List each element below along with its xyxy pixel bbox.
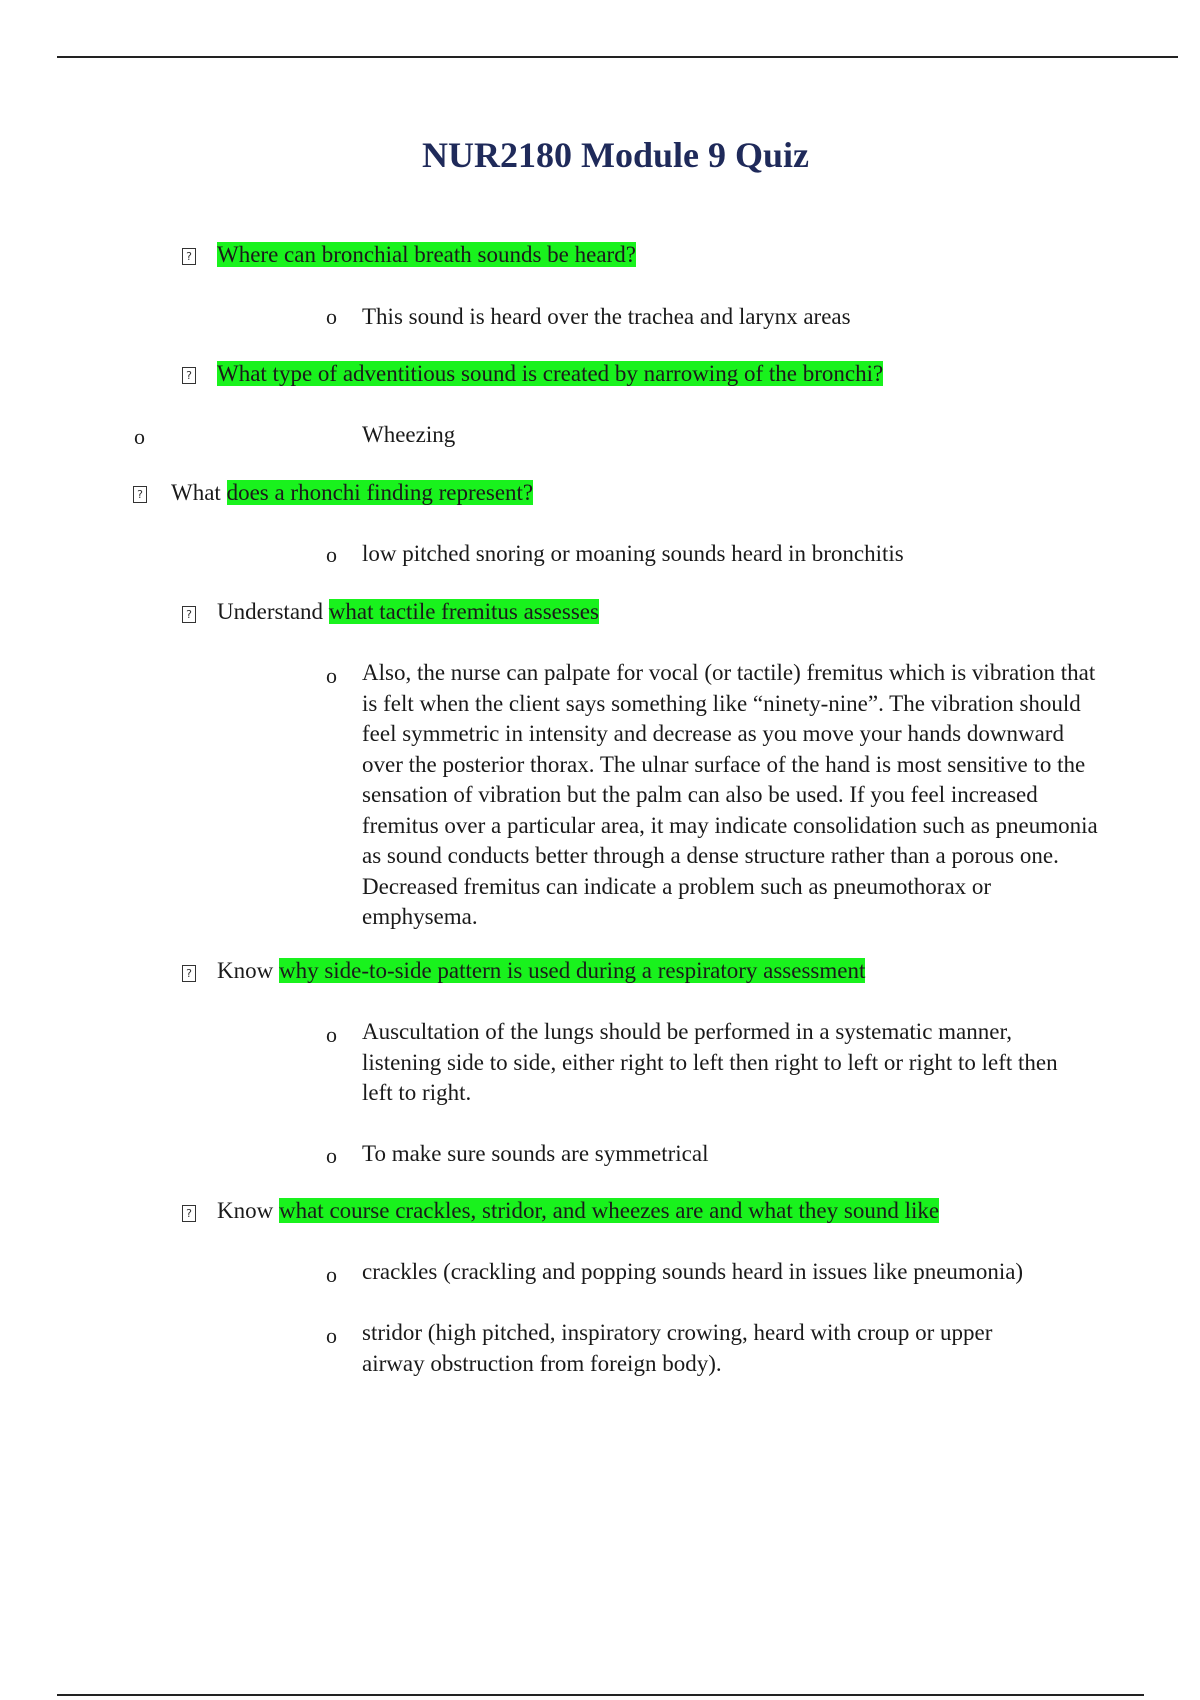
highlight: Where can bronchial breath sounds be heard? bbox=[217, 242, 636, 267]
highlight: What type of adventitious sound is created by narrowing of the bronchi? bbox=[217, 361, 884, 386]
bullet-icon: o bbox=[326, 1262, 337, 1287]
answer-4: Also, the nurse can palpate for vocal (or tactile) fremitus which is vibration that is felt when the client says something like “ninety-nine”. The vibration should feel symmetric in intensity and decrease as you move your hands downward over the posterior thorax. The ulnar surface of the hand is most sensitive to the sensation of vibration but the palm can also be used. If you feel increased fremitus over a particular area, it may indicate consolidation such as pneumonia as sound conducts better through a dense structure rather than a porous one. Decreased fremitus can indicate a problem such as pneumothorax or emphysema. bbox=[362, 660, 1098, 929]
bullet-icon: o bbox=[326, 663, 337, 688]
question-5: Know why side-to-side pattern is used during a respiratory assessment bbox=[217, 958, 866, 983]
question-3: What does a rhonchi finding represent? bbox=[171, 480, 534, 505]
missing-glyph-icon: ? bbox=[182, 248, 196, 265]
question-6: Know what course crackles, stridor, and wheezes are and what they sound like bbox=[217, 1198, 940, 1223]
missing-glyph-icon: ? bbox=[182, 965, 196, 982]
bullet-icon: o bbox=[326, 1022, 337, 1047]
bullet-icon: o bbox=[326, 304, 337, 329]
answer-5: Auscultation of the lungs should be performed in a systematic manner, listening side to side, either right to left then right to left or right to left then left to right. bbox=[362, 1019, 1058, 1105]
highlight: does a rhonchi finding represent? bbox=[226, 480, 534, 505]
missing-glyph-icon: ? bbox=[182, 606, 196, 623]
answer-1: This sound is heard over the trachea and larynx areas bbox=[362, 304, 851, 329]
answer-6: To make sure sounds are symmetrical bbox=[362, 1141, 709, 1166]
bullet-icon: o bbox=[134, 424, 145, 449]
missing-glyph-icon: ? bbox=[182, 367, 196, 384]
highlight: what tactile fremitus assesses bbox=[328, 599, 599, 624]
missing-glyph-icon: ? bbox=[182, 1205, 196, 1222]
question-4: Understand what tactile fremitus assesses bbox=[217, 599, 599, 624]
highlight: why side-to-side pattern is used during a respiratory assessment bbox=[278, 958, 866, 983]
answer-3: low pitched snoring or moaning sounds heard in bronchitis bbox=[362, 541, 904, 566]
missing-glyph-icon: ? bbox=[133, 486, 147, 503]
bullet-icon: o bbox=[326, 542, 337, 567]
top-rule bbox=[57, 56, 1178, 58]
answer-7: crackles (crackling and popping sounds heard in issues like pneumonia) bbox=[362, 1259, 1024, 1284]
answer-2: Wheezing bbox=[362, 422, 456, 447]
answer-8: stridor (high pitched, inspiratory crowing, heard with croup or upper airway obstruction from foreign body). bbox=[362, 1320, 993, 1376]
bullet-icon: o bbox=[326, 1323, 337, 1348]
bullet-icon: o bbox=[326, 1143, 337, 1168]
question-1 bbox=[217, 240, 636, 271]
page-title: NUR2180 Module 9 Quiz bbox=[422, 135, 809, 175]
question-2 bbox=[217, 359, 883, 390]
bottom-rule bbox=[57, 1694, 1144, 1696]
highlight: what course crackles, stridor, and wheezes are and what they sound like bbox=[278, 1198, 940, 1223]
